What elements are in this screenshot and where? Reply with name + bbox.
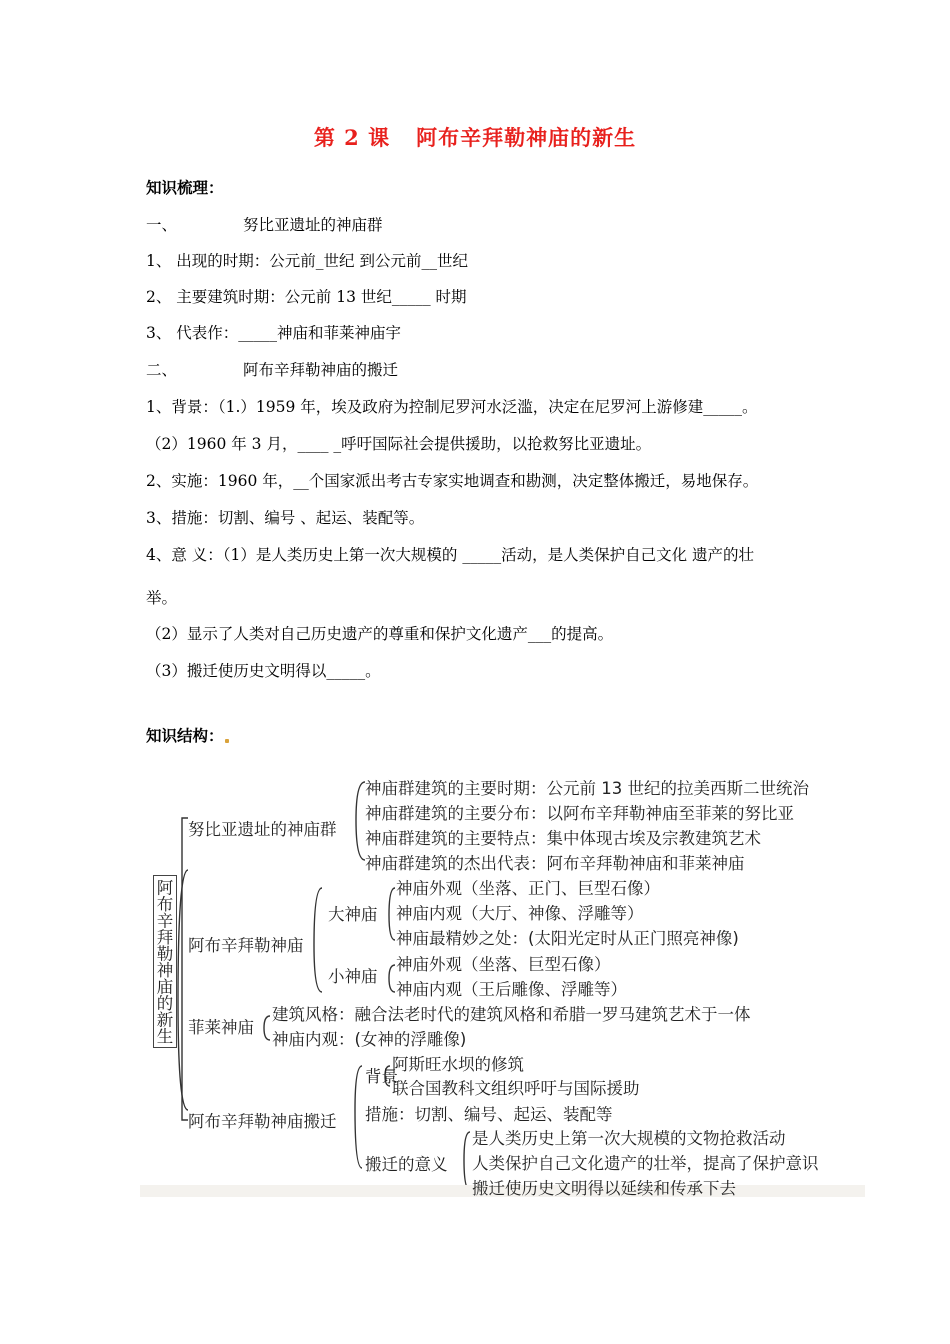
- big-item-2: 神庙内观（大厅、神像、浮雕等）: [396, 904, 644, 923]
- small-item-2: 神庙内观（王后雕像、浮雕等）: [396, 980, 627, 999]
- lesson-name: 阿布辛拜勒神庙的新生: [416, 125, 637, 150]
- big-temple: 大神庙: [328, 905, 378, 924]
- knowledge-structure-diagram: [140, 770, 870, 1200]
- line-7: （2）1960 年 3 月，____ _呼吁国际社会提供援助，以抢救努比亚遗址。: [146, 435, 652, 453]
- background-item-1: 阿斯旺水坝的修筑: [392, 1055, 524, 1074]
- branch-relocation: 阿布辛拜勒神庙搬迁: [188, 1112, 337, 1131]
- line-3: 2、 主要建筑时期：公元前 13 世纪_____ 时期: [146, 288, 467, 306]
- philae-item-2: 神庙内观：(女神的浮雕像): [272, 1030, 467, 1049]
- line-4: 3、 代表作：_____神庙和菲莱神庙宇: [146, 324, 402, 342]
- nubia-item-3: 神庙群建筑的主要特点：集中体现古埃及宗教建筑艺术: [365, 829, 761, 848]
- line-13: （3）搬迁使历史文明得以_____。: [146, 662, 381, 680]
- line-2: 1、 出现的时期：公元前_世纪 到公元前__世纪: [146, 252, 468, 270]
- big-item-1: 神庙外观（坐落、正门、巨型石像）: [396, 879, 660, 898]
- background-item-2: 联合国教科文组织呼吁与国际援助: [392, 1079, 640, 1098]
- nubia-item-1: 神庙群建筑的主要时期：公元前 13 世纪的拉美西斯二世统治: [365, 779, 809, 798]
- page-title: [0, 122, 950, 152]
- mark-dot: [225, 739, 229, 743]
- big-item-3: 神庙最精妙之处：(太阳光定时从正门照亮神像): [396, 929, 739, 948]
- significance-item-1: 是人类历史上第一次大规模的文物抢救活动: [472, 1129, 786, 1148]
- line-1: 一、 努比亚遗址的神庙群: [146, 216, 383, 234]
- line-10: 4、意 义：（1）是人类历史上第一次大规模的 _____活动，是人类保护自己文化 遗产的壮: [146, 546, 755, 564]
- structure-heading: 知识结构：: [146, 726, 230, 746]
- line-6: 1、背景：（1.）1959 年，埃及政府为控制尼罗河水泛滥，决定在尼罗河上游修建_____。: [146, 398, 758, 416]
- relocation-measures: 措施：切割、编号、起运、装配等: [365, 1105, 613, 1124]
- line-12: （2）显示了人类对自己历史遗产的尊重和保护文化遗产___的提高。: [146, 625, 614, 643]
- branch-nubia: 努比亚遗址的神庙群: [188, 820, 337, 839]
- nubia-item-2: 神庙群建筑的主要分布：以阿布辛拜勒神庙至菲莱的努比亚: [365, 804, 794, 823]
- significance-item-2: 人类保护自己文化遗产的壮举，提高了保护意识: [472, 1154, 819, 1173]
- root-node: 阿布辛拜勒神庙的新生: [153, 875, 177, 1048]
- line-5: 二、 阿布辛拜勒神庙的搬迁: [146, 361, 399, 379]
- nubia-item-4: 神庙群建筑的杰出代表：阿布辛拜勒神庙和菲莱神庙: [365, 854, 745, 873]
- relocation-significance: 搬迁的意义: [365, 1155, 448, 1174]
- line-8: 2、实施：1960 年，__个国家派出考古专家实地调查和勘测，决定整体搬迁，易地保存。: [146, 472, 759, 490]
- line-11: 举。: [146, 589, 178, 607]
- small-item-1: 神庙外观（坐落、巨型石像）: [396, 955, 611, 974]
- significance-item-3: 搬迁使历史文明得以延续和传承下去: [472, 1179, 736, 1198]
- branch-philae: 菲莱神庙: [188, 1018, 254, 1037]
- small-temple: 小神庙: [328, 967, 378, 986]
- line-9: 3、措施：切割、编号 、起运、装配等。: [146, 509, 425, 527]
- lesson-number: 第 2 课: [313, 125, 391, 150]
- branch-abu-simbel: 阿布辛拜勒神庙: [188, 936, 304, 955]
- review-heading: 知识梳理：: [146, 178, 224, 197]
- philae-item-1: 建筑风格：融合法老时代的建筑风格和希腊一罗马建筑艺术于一体: [272, 1005, 751, 1024]
- relocation-background: 背景: [365, 1067, 398, 1086]
